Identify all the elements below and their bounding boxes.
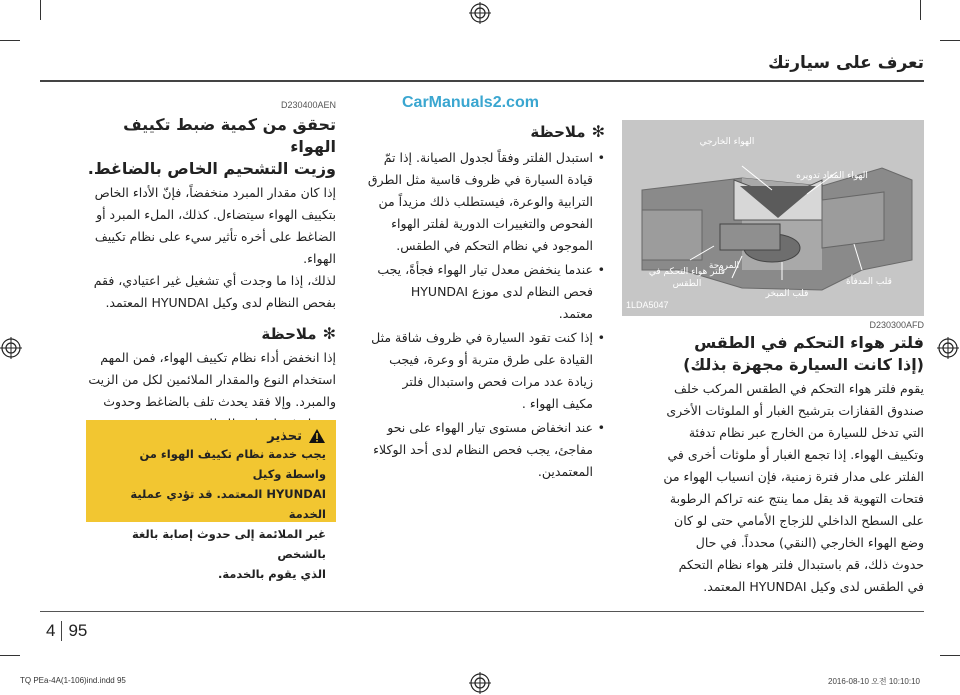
label-evaporator: قلب المبخر xyxy=(765,289,809,299)
crop-mark xyxy=(40,0,41,20)
text-line: الترابية والوعرة، فيستطلب ذلك مزيداً من xyxy=(378,194,593,209)
text-line: فتحات التهوية قد يقل مما ينتج عنه تراكم الرطوبة xyxy=(669,491,924,506)
note-heading xyxy=(360,122,605,141)
bullet-list xyxy=(360,147,605,483)
registration-mark-icon xyxy=(0,337,22,359)
asterisk-icon: ✻ xyxy=(591,122,605,141)
section-title-line: فلتر هواء التحكم في الطقس xyxy=(694,333,924,352)
text-line: غير الملائمة إلى حدوث إصابة بالغة بالشخص xyxy=(131,527,326,561)
text-line: • إذا كنت تقود السيارة في ظروف شاقة مثل xyxy=(371,330,593,345)
page-number-value: 95 xyxy=(68,621,88,640)
section-title-line: وزيت التشحيم الخاص بالضاغط. xyxy=(87,159,336,178)
air-filter-diagram xyxy=(622,120,924,316)
warning-triangle-icon xyxy=(308,428,326,444)
text-line: إذا انخفض أداء نظام تكييف الهواء، فمن المهم xyxy=(100,350,336,365)
text-line: بفحص النظام لدى وكيل HYUNDAI المعتمد. xyxy=(105,295,336,310)
middle-column xyxy=(360,122,605,485)
label-blower: المروحة xyxy=(708,261,740,271)
list-item xyxy=(360,327,605,415)
text-line: • عند انخفاض مستوى تيار الهواء على نحو xyxy=(387,420,593,435)
text-line: وضع الهواء الخارجي (النقي) محدداً. في حال xyxy=(695,535,924,550)
header-divider xyxy=(40,80,924,82)
text-line: التي تدخل للسيارة من الخارج عبر نظام تدفئة xyxy=(688,425,924,440)
crop-mark xyxy=(0,40,20,41)
list-item xyxy=(360,417,605,483)
registration-mark-icon xyxy=(469,672,491,694)
label-heater-core: قلب المدفأة xyxy=(846,277,892,287)
footer-divider xyxy=(40,611,924,612)
text-line: مفاجئ، يجب فحص النظام لدى أحد الوكلاء xyxy=(373,442,593,457)
text-line: الهواء. xyxy=(303,251,336,266)
text-line: إذا كان مقدار المبرد منخفضاً، فإنّ الأداء الخاص xyxy=(94,185,336,200)
warning-title: تحذير xyxy=(267,428,302,444)
note-title: ملاحظة xyxy=(261,324,317,343)
file-info: TQ PEa-4A(1-106)ind.indd 95 xyxy=(20,676,126,685)
text-line: الموجود في نظام التحكم في الطقس. xyxy=(396,238,593,253)
warning-box xyxy=(86,420,336,581)
page-number xyxy=(46,621,87,641)
text-line: القيادة على طرق متربة أو وعرة، فيجب xyxy=(389,352,593,367)
left-column xyxy=(86,100,336,435)
paragraph xyxy=(86,182,336,270)
text-line: استخدام النوع والمقدار الملائمين لكل من الزيت xyxy=(88,372,336,387)
label-filter: فلتر هواء التحكم في الطقس xyxy=(648,267,726,289)
text-line: لذلك، إذا ما وجدت أي تشغيل غير اعتيادي، فقم xyxy=(93,273,336,288)
chapter-title: تعرف على سيارتك xyxy=(768,53,924,73)
text-line: حدوث ذلك، قم باستبدال فلتر هواء نظام التحكم xyxy=(678,557,924,572)
text-line: الضاغط على أخره تأثير سيء على نظام تكييف xyxy=(94,229,336,244)
section-title-line: تحقق من كمية ضبط تكييف الهواء xyxy=(123,115,336,156)
section-code: D230300AFD xyxy=(869,320,924,330)
text-line: المعتمدين. xyxy=(537,464,593,479)
label-outside-air: الهواء الخارجي xyxy=(699,137,755,147)
section-title xyxy=(86,114,336,180)
section-title-line: (إذا كانت السيارة مجهزة بذلك) xyxy=(683,355,924,374)
registration-mark-icon xyxy=(469,2,491,24)
chapter-number: 4 xyxy=(46,621,56,640)
text-line: والمبرد. وإلا فقد يحدث تلف بالضاغط وحدوث xyxy=(103,394,336,409)
text-line: • استبدل الفلتر وفقاً لجدول الصيانة. إذا تمّ xyxy=(383,150,593,165)
paragraph xyxy=(622,378,924,598)
text-line: على السطح الداخلي للزجاج الأمامي حتى لو كان xyxy=(674,513,924,528)
text-line: فحص النظام لدى موزع HYUNDAI xyxy=(410,284,593,299)
text-line: زيادة عدد مرات فحص واستبدال فلتر xyxy=(402,374,593,389)
print-date: 2016-08-10 오전 10:10:10 xyxy=(828,677,920,686)
crop-mark xyxy=(920,0,921,20)
text-line: بتكييف الهواء سيتضاءل. كذلك، الملء المبرد أو xyxy=(96,207,336,222)
text-line: الفلتر على مدار فترة زمنية، فإن انسياب الهواء من xyxy=(663,469,924,484)
list-item xyxy=(360,259,605,325)
section-code: D230400AEN xyxy=(280,100,336,110)
text-line: معتمد. xyxy=(558,306,593,321)
text-line: قيادة السيارة في ظروف قاسية مثل الطرق xyxy=(367,172,593,187)
site-watermark: CarManuals2.com xyxy=(402,94,539,111)
text-line: صندوق القفازات بترشيح الغبار أو الملوثات الأخرى xyxy=(666,403,924,418)
right-column xyxy=(622,320,924,598)
crop-mark xyxy=(940,655,960,656)
text-line: • عندما ينخفض معدل تيار الهواء فجأةً، يجب xyxy=(377,262,593,277)
registration-mark-icon xyxy=(937,337,959,359)
text-line: الذي يقوم بالخدمة. xyxy=(217,567,326,581)
note-heading xyxy=(86,324,336,343)
text-line: في الطقس لدى وكيل HYUNDAI المعتمد. xyxy=(703,579,924,594)
text-line: مكيف الهواء . xyxy=(521,396,593,411)
crop-mark xyxy=(940,40,960,41)
note-title: ملاحظة xyxy=(530,122,586,141)
text-line: وتكييف الهواء. إذا تجمع الغبار أو ملوثات أخرى في xyxy=(667,447,924,462)
page-number-separator xyxy=(61,621,62,641)
text-line: يقوم فلتر هواء التحكم في الطقس المركب خلف xyxy=(674,381,924,396)
text-line: الفحوص والتغييرات الدورية لفلتر الهواء xyxy=(391,216,593,231)
crop-mark xyxy=(0,655,20,656)
list-item xyxy=(360,147,605,257)
paragraph xyxy=(86,270,336,314)
warning-heading xyxy=(96,428,326,444)
section-title xyxy=(622,332,924,376)
label-recirculated-air: الهواء المعاد تدويره xyxy=(796,171,868,181)
text-line: HYUNDAI المعتمد. قد تؤدي عملية الخدمة xyxy=(130,487,326,521)
asterisk-icon: ✻ xyxy=(322,324,336,343)
text-line: يجب خدمة نظام تكييف الهواء من واسطة وكيل xyxy=(139,447,326,481)
figure-code: 1LDA5047 xyxy=(626,300,669,310)
